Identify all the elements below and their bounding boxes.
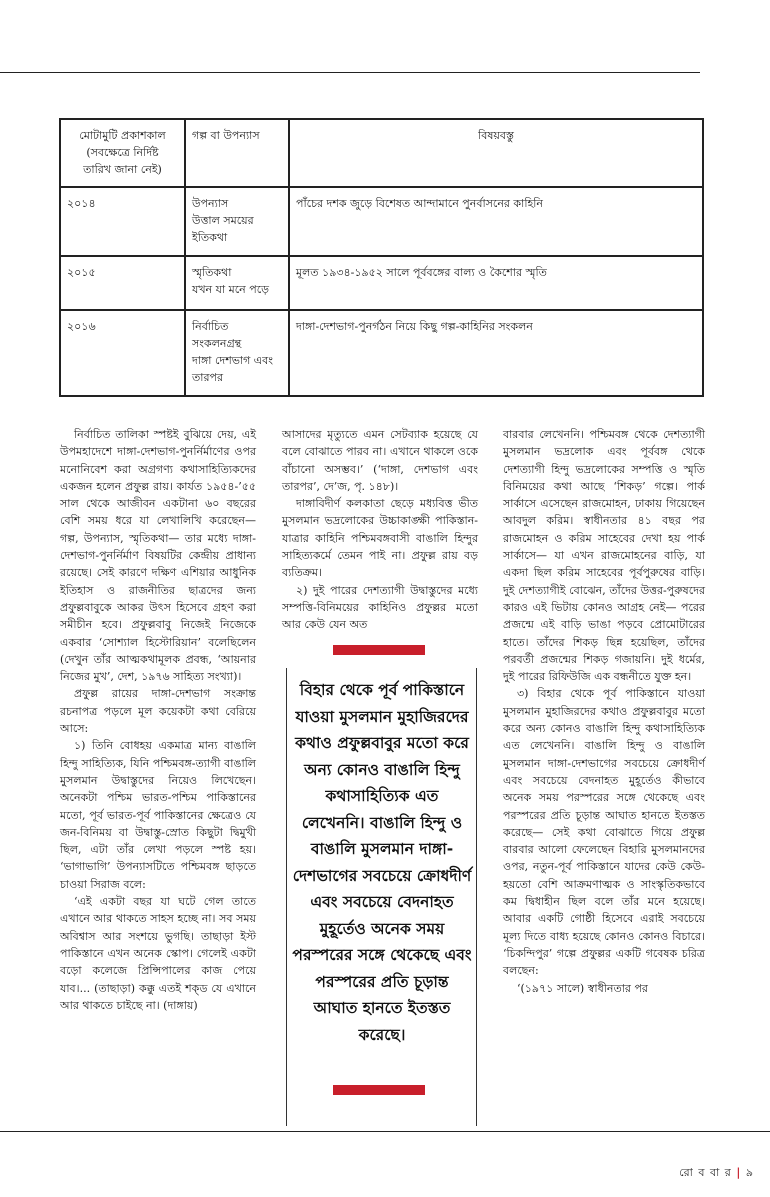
table-cell-title: নির্বাচিত সংকলনগ্রন্থ দাঙ্গা দেশভাগ এবং তারপর	[185, 310, 289, 396]
footer-rule	[0, 1131, 770, 1132]
header-subject: বিষয়বস্তু	[289, 119, 703, 187]
table-cell-year: ২০১৬	[60, 310, 185, 396]
article-column-3	[503, 426, 705, 997]
table-cell-title: উপন্যাস উত্তাল সময়ের ইতিকথা	[185, 187, 289, 256]
pullquote-right-rule	[476, 668, 477, 1126]
table-header-row	[60, 119, 703, 187]
table-cell-year: ২০১৪	[60, 187, 185, 256]
pullquote-top-bar	[333, 645, 425, 655]
header-rule	[0, 72, 700, 73]
pullquote: বিহার থেকে পূর্ব পাকিস্তানে যাওয়া মুসলমান মুহাজিরদের কথাও প্রফুল্লবাবুর মতো করে অন্য কোনও বাঙালি হিন্দু কথাসাহিত্যিক এত লেখেননি। বাঙালি হিন্দু ও বাঙালি মুসলমান দাঙ্গা-দেশভাগের সবচেয়ে ক্রোধদীর্ণ এবং সবচেয়ে বেদনাহত মুহূর্তেও অনেক সময় পরস্পরের সঙ্গে থেকেছে এবং পরস্পরের প্রতি চূড়ান্ত আঘাত হানতে ইতস্তত করেছে।	[292, 681, 472, 1044]
quote-paragraph: ‘এই একটা বছর যা ঘটে গেল তাতে এখানে আর থাকতে সাহস হচ্ছে না। সব সময় অবিশ্বাস আর সংশয়ে ভুগছি। তাছাড়া ইস্ট পাকিস্তানে এখন অনেক স্কোপ। গেলেই একটা বড়ো কলেজে প্রিন্সিপালের কাজ পেয়ে যাব।... (তাছাড়া) কক্কু এতই শক্ড যে এখানে আর থাকতে চাইছে না। (দাঙ্গায়)	[60, 895, 256, 1012]
table-row	[60, 256, 703, 310]
paragraph: নির্বাচিত তালিকা স্পষ্টই বুঝিয়ে দেয়, এই উপমহাদেশে দাঙ্গা-দেশভাগ-পুনর্নির্মাণের ওপর মনোনিবেশ করা অগ্রগণ্য কথাসাহিত্যিকদের একজন হলেন প্রফুল্ল রায়। কার্যত ১৯৫৪-’৫৫ সাল থেকে আজীবন একটানা ৬০ বছরের বেশি সময় ধরে যা লেখালিখি করেছেন— গল্প, উপন্যাস, স্মৃতিকথা— তার মধ্যে দাঙ্গা-দেশভাগ-পুনর্নির্মাণ বিষয়টির কেন্দ্রীয় প্রাধান্য রয়েছে। সেই কারণে দক্ষিণ এশিয়ার আধুনিক ইতিহাস ও রাজনীতির ছাত্রদের জন্য প্রফুল্লবাবুকে আকর উৎস হিসেবে গ্রহণ করা সমীচীন হবে। প্রফুল্লবাবু নিজেই নিজেকে একবার ‘সোশ্যাল হিস্টোরিয়ান’ বলেছিলেন (দেখুন তাঁর আত্মকথামূলক প্রবন্ধ, ‘আয়নার নিজের মুখ’, দেশ, ১৯৭৬ সাহিত্য সংখ্যা)।	[60, 428, 256, 684]
paragraph: দাঙ্গাবিদীর্ণ কলকাতা ছেড়ে মধ্যবিত্ত ভীত মুসলমান ভদ্রলোকের উচ্চাকাঙ্ক্ষী পাকিস্তান-যাত্রার কাহিনি পশ্চিমবঙ্গবাসী বাঙালি হিন্দুর সাহিত্যকর্মে তেমন পাই না। প্রফুল্ল রায় বড় ব্যতিক্রম।	[282, 497, 478, 580]
table-cell-subject: দাঙ্গা-দেশভাগ-পুনর্গঠন নিয়ে কিছু গল্প-কাহিনির সংকলন	[289, 310, 703, 396]
section-name: রো ব বা র	[679, 1166, 732, 1179]
paragraph: বারবার লেখেননি। পশ্চিমবঙ্গ থেকে দেশত্যাগী মুসলমান ভদ্রলোক এবং পূর্ববঙ্গ থেকে দেশত্যাগী হিন্দু ভদ্রলোকের সম্পত্তি ও স্মৃতি বিনিময়ের কথা আছে ‘শিকড়’ গল্পে। পার্ক সার্কাসে এসেছেন রাজমোহন, ঢাকায় গিয়েছেন আবদুল করিম। স্বাধীনতার ৪১ বছর পর রাজমোহন ও করিম সাহেবের দেখা হয় পার্ক সার্কাসে— যা এখন রাজমোহনের বাড়ি, যা একদা ছিল করিম সাহেবের পূর্বপুরুষের বাড়ি। দুই দেশত্যাগীই বোঝেন, তাঁদের উত্তর-পুরুষদের কারও এই ভিটায় কোনও আগ্রহ নেই— পরের প্রজন্মে এই বাড়ি ভাঙা পড়বে প্রোমোটারের হাতে। তাঁদের শিকড় ছিন্ন হয়েছিল, তাঁদের পরবর্তী প্রজন্মের শিকড় গজায়নি। দুই ধর্মের, দুই পারের রিফিউজি এক বন্ধনীতে যুক্ত হন।	[503, 428, 705, 684]
page-number: ৯	[745, 1166, 754, 1179]
folio-separator: |	[736, 1166, 742, 1179]
header-story-or-novel: গল্প বা উপন্যাস	[185, 119, 289, 187]
article-column-1	[60, 426, 256, 1014]
page-folio	[679, 1164, 754, 1183]
table-row	[60, 310, 703, 396]
header-publication-date: মোটামুটি প্রকাশকাল (সবক্ষেত্রে নির্দিষ্ট তারিখ জানা নেই)	[60, 119, 185, 187]
pullquote-left-rule	[286, 668, 287, 1126]
quote-paragraph: ‘(১৯৭১ সালে) স্বাধীনতার পর	[517, 981, 648, 995]
paragraph: ২) দুই পারের দেশত্যাগী উদ্বাস্তুদের মধ্যে সম্পত্তি-বিনিময়ের কাহিনিও প্রফুল্লর মতো আর কেউ যেন অত	[282, 583, 478, 632]
paragraph: ৩) বিহার থেকে পূর্ব পাকিস্তানে যাওয়া মুসলমান মুহাজিরদের কথাও প্রফুল্লবাবুর মতো করে অন্য কোনও বাঙালি হিন্দু কথাসাহিত্যিক এত লেখেননি। বাঙালি হিন্দু ও বাঙালি মুসলমান দাঙ্গা-দেশভাগের সবচেয়ে ক্রোধদীর্ণ এবং সবচেয়ে বেদনাহত মুহূর্তেও কীভাবে অনেক সময় পরস্পরের সঙ্গে থেকেছে এবং পরস্পরের প্রতি চূড়ান্ত আঘাত হানতে ইতস্তত করেছে— সেই কথা বোঝাতে গিয়ে প্রফুল্ল বারবার আলো ফেলেছেন বিহারি মুসলমানদের ওপর, নতুন-পূর্ব পাকিস্তানে যাদের কেউ কেউ-হয়তো বেশি আক্রমণাত্মক ও সাংস্কৃতিকভাবে কম দ্বিধাহীন ছিল বলে তাঁর মনে হয়েছে। আবার একটি গোষ্ঠী হিসেবে এরাই সবচেয়ে মূল্য দিতে বাধ্য হয়েছে কোনও কোনও বিচারে। ‘চিকন্দিপুর’ গল্পে প্রফুল্লর একটি গবেষক চরিত্র বলছেন:	[503, 687, 705, 978]
table-cell-subject: মূলত ১৯৩৪-১৯৫২ সালে পূর্ববঙ্গের বাল্য ও কৈশোর স্মৃতি	[289, 256, 703, 310]
table-cell-title: স্মৃতিকথা যখন যা মনে পড়ে	[185, 256, 289, 310]
paragraph: প্রফুল্ল রায়ের দাঙ্গা-দেশভাগ সংক্রান্ত রচনাপত্র পড়লে মূল কয়েকটা কথা বেরিয়ে আসে:	[60, 687, 256, 736]
table-row	[60, 187, 703, 256]
table-cell-year: ২০১৫	[60, 256, 185, 310]
paragraph: ১) তিনি বোধহয় একমাত্র মান্য বাঙালি হিন্দু সাহিত্যিক, যিনি পশ্চিমবঙ্গ-ত্যাগী বাঙালি মুসলমান উদ্বাস্তুদের নিয়েও লিখেছেন। অনেকটা পশ্চিম ভারত-পশ্চিম পাকিস্তানের মতো, পূর্ব ভারত-পূর্ব পাকিস্তানের ক্ষেত্রেও যে জন-বিনিময় বা উদ্বাস্তু-স্রোত কিছুটা দ্বিমুখী ছিল, এটা তাঁর লেখা পড়লে স্পষ্ট হয়। ‘ভাগাভাগি’ উপন্যাসটিতে পশ্চিমবঙ্গ ছাড়তে চাওয়া সিরাজ বলে:	[60, 739, 256, 891]
table-cell-subject: পাঁচের দশক জুড়ে বিশেষত আন্দামানে পুনর্বাসনের কাহিনি	[289, 187, 703, 256]
pullquote-bottom-bar	[333, 1085, 425, 1095]
article-column-2	[282, 426, 478, 634]
paragraph: আসাদের মৃত্যুতে এমন সেটব্যাক হয়েছে যে বলে বোঝাতে পারব না। এখানে থাকলে ওকে বাঁচানো অসম্ভব।’ (‘দাঙ্গা, দেশভাগ এবং তারপর’, দে’জ, পৃ. ১৪৮)।	[282, 428, 478, 493]
publication-table	[59, 118, 704, 397]
